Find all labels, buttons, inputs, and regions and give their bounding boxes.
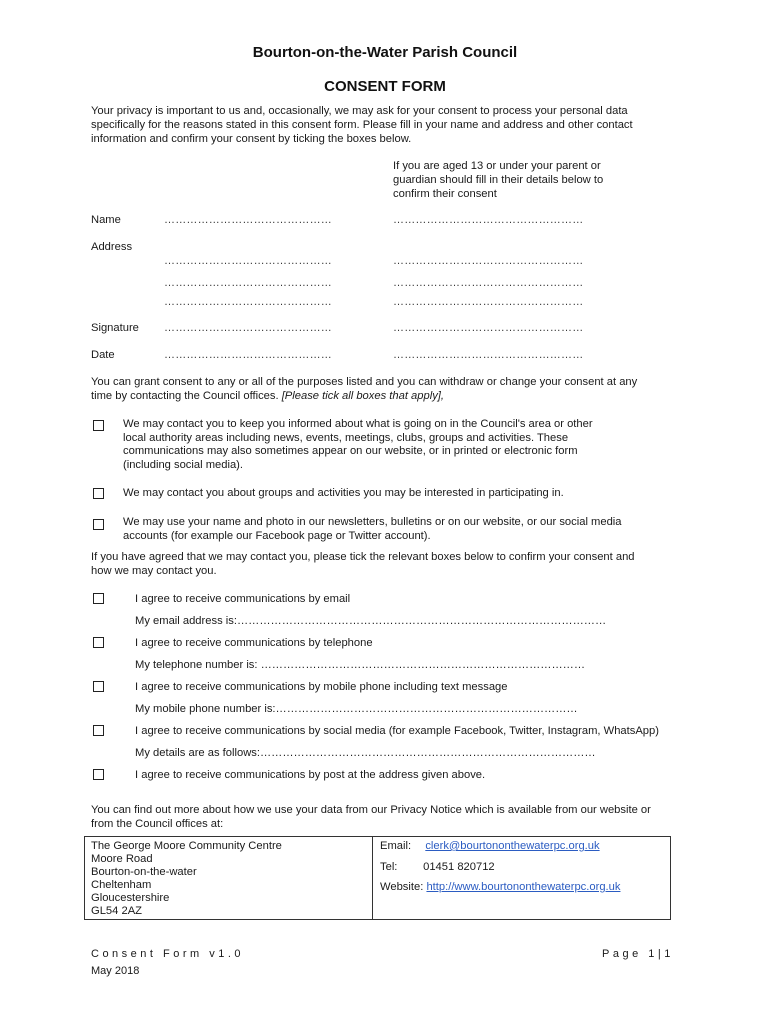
social-details-field[interactable]: My details are as follows:……………………………………………………………………………… bbox=[135, 747, 596, 759]
tel-number: 01451 820712 bbox=[423, 861, 495, 873]
grant-text: time by contacting the Council offices. bbox=[91, 390, 282, 402]
footer-version: Consent Form v1.0 bbox=[91, 948, 245, 960]
contact-intro-line-2: how we may contact you. bbox=[91, 565, 217, 577]
guardian-note-line-1: If you are aged 13 or under your parent or bbox=[393, 160, 601, 172]
address-field-line-3[interactable]: ……………………………………… bbox=[164, 296, 332, 308]
privacy-line-2: from the Council offices at: bbox=[91, 818, 224, 830]
footer-date: May 2018 bbox=[91, 965, 140, 977]
purpose-1-line-2: local authority areas including news, events, meetings, clubs, groups and activities. These bbox=[123, 432, 569, 444]
website-label: Website: bbox=[380, 881, 424, 893]
purpose-3-line-1: We may use your name and photo in our newsletters, bulletins or on our website, or our social media bbox=[123, 516, 622, 528]
email-row bbox=[380, 840, 600, 853]
purpose-2-checkbox[interactable] bbox=[93, 488, 104, 499]
guardian-address-field-line-1[interactable]: …………………………………………… bbox=[393, 255, 584, 267]
email-consent-checkbox[interactable] bbox=[93, 593, 104, 604]
purpose-1-line-4: (including social media). bbox=[123, 459, 244, 471]
office-address-line-6: GL54 2AZ bbox=[91, 905, 142, 917]
guardian-date-field[interactable]: …………………………………………… bbox=[393, 349, 584, 361]
office-address-line-3: Bourton-on-the-water bbox=[91, 866, 197, 878]
address-field-line-1[interactable]: ……………………………………… bbox=[164, 255, 332, 267]
office-address-line-1: The George Moore Community Centre bbox=[91, 840, 282, 852]
table-divider bbox=[372, 837, 373, 919]
telephone-number-field[interactable]: My telephone number is: …………………………………………………………………………… bbox=[135, 659, 586, 671]
telephone-consent-text: I agree to receive communications by telephone bbox=[135, 637, 373, 649]
name-field[interactable]: ……………………………………… bbox=[164, 214, 332, 226]
purpose-1-line-1: We may contact you to keep you informed about what is going on in the Council's area or other bbox=[123, 418, 593, 430]
email-link[interactable]: clerk@bourtononthewaterpc.org.uk bbox=[425, 840, 600, 852]
signature-field[interactable]: ……………………………………… bbox=[164, 322, 332, 334]
purpose-3-line-2: accounts (for example our Facebook page or Twitter account). bbox=[123, 530, 431, 542]
mobile-consent-checkbox[interactable] bbox=[93, 681, 104, 692]
website-link[interactable]: http://www.bourtononthewaterpc.org.uk bbox=[426, 881, 621, 893]
contact-intro-line-1: If you have agreed that we may contact you, please tick the relevant boxes below to confirm your consent and bbox=[91, 551, 635, 563]
intro-line-2: specifically for the reasons stated in this consent form. Please fill in your name and address and other contact bbox=[91, 119, 633, 131]
footer-page-number: Page 1|1 bbox=[602, 948, 674, 960]
post-consent-checkbox[interactable] bbox=[93, 769, 104, 780]
mobile-number-field[interactable]: My mobile phone number is:……………………………………………………………………… bbox=[135, 703, 578, 715]
telephone-row bbox=[380, 861, 495, 874]
tel-label: Tel: bbox=[380, 861, 398, 873]
guardian-signature-field[interactable]: …………………………………………… bbox=[393, 322, 584, 334]
guardian-address-field-line-2[interactable]: …………………………………………… bbox=[393, 277, 584, 289]
date-field[interactable]: ……………………………………… bbox=[164, 349, 332, 361]
guardian-note-line-2: guardian should fill in their details below to bbox=[393, 174, 604, 186]
form-title: CONSENT FORM bbox=[324, 78, 446, 95]
intro-line-1: Your privacy is important to us and, occasionally, we may ask for your consent to process your personal data bbox=[91, 105, 628, 117]
guardian-address-field-line-3[interactable]: …………………………………………… bbox=[393, 296, 584, 308]
intro-line-3: information and confirm your consent by ticking the boxes below. bbox=[91, 133, 412, 145]
guardian-name-field[interactable]: …………………………………………… bbox=[393, 214, 584, 226]
purpose-1-line-3: communications may also sometimes appear on our website, or in printed or electronic form bbox=[123, 445, 578, 457]
grant-instruction: [Please tick all boxes that apply], bbox=[281, 390, 445, 402]
grant-line-2 bbox=[91, 390, 444, 404]
email-address-field[interactable]: My email address is:……………………………………………………………………………………… bbox=[135, 615, 607, 627]
office-address-line-4: Cheltenham bbox=[91, 879, 152, 891]
guardian-note-line-3: confirm their consent bbox=[393, 188, 497, 200]
social-consent-checkbox[interactable] bbox=[93, 725, 104, 736]
purpose-2-text: We may contact you about groups and activities you may be interested in participating in. bbox=[123, 487, 564, 499]
purpose-1-checkbox[interactable] bbox=[93, 420, 104, 431]
address-label: Address bbox=[91, 241, 133, 253]
mobile-consent-text: I agree to receive communications by mobile phone including text message bbox=[135, 681, 508, 693]
address-field-line-2[interactable]: ……………………………………… bbox=[164, 277, 332, 289]
grant-line-1: You can grant consent to any or all of the purposes listed and you can withdraw or change your consent at any bbox=[91, 376, 638, 388]
name-label: Name bbox=[91, 214, 121, 226]
privacy-line-1: You can find out more about how we use your data from our Privacy Notice which is available from our website or bbox=[91, 804, 651, 816]
purpose-3-checkbox[interactable] bbox=[93, 519, 104, 530]
office-address-line-2: Moore Road bbox=[91, 853, 153, 865]
signature-label: Signature bbox=[91, 322, 139, 334]
email-consent-text: I agree to receive communications by email bbox=[135, 593, 351, 605]
council-title: Bourton-on-the-Water Parish Council bbox=[252, 44, 518, 61]
date-label: Date bbox=[91, 349, 115, 361]
email-label: Email: bbox=[380, 840, 412, 852]
office-contact-table bbox=[84, 836, 671, 920]
website-row bbox=[380, 881, 620, 894]
telephone-consent-checkbox[interactable] bbox=[93, 637, 104, 648]
office-address-line-5: Gloucestershire bbox=[91, 892, 170, 904]
post-consent-text: I agree to receive communications by post at the address given above. bbox=[135, 769, 486, 781]
social-consent-text: I agree to receive communications by social media (for example Facebook, Twitter, Instagram, WhatsApp) bbox=[135, 725, 659, 737]
